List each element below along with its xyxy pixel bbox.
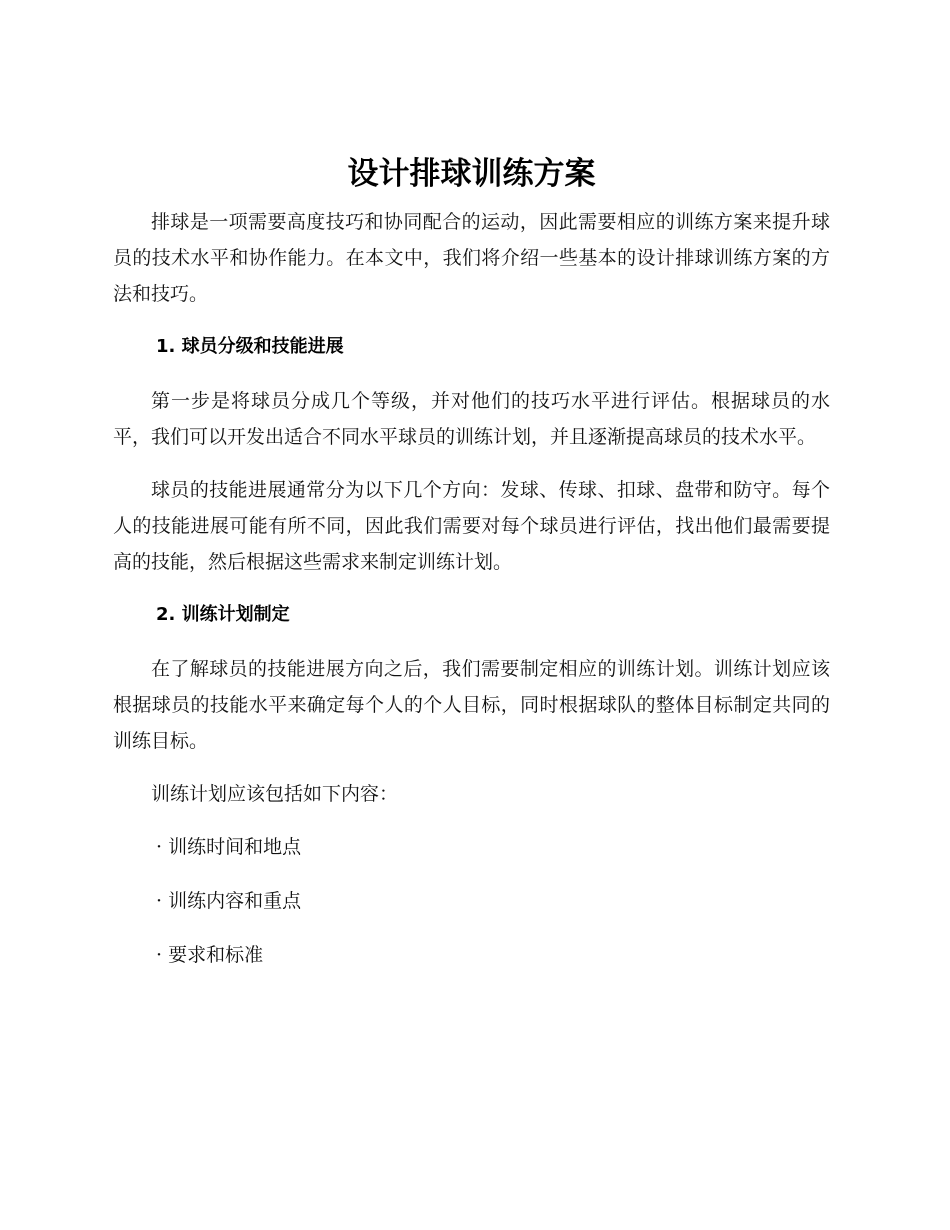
list-item: · 训练时间和地点 [156,836,302,858]
intro-paragraph: 排球是一项需要高度技巧和协同配合的运动，因此需要相应的训练方案来提升球员的技术水平和协作能力。在本文中，我们将介绍一些基本的设计排球训练方案的方法和技巧。 [113,211,830,305]
list-item: · 训练内容和重点 [156,890,302,912]
list-item: · 要求和标准 [156,944,264,966]
section-2-paragraph-1: 在了解球员的技能进展方向之后，我们需要制定相应的训练计划。训练计划应该根据球员的技能水平来确定每个人的个人目标，同时根据球队的整体目标制定共同的训练目标。 [113,658,830,752]
section-heading-player-grading: 1. 球员分级和技能进展 [156,336,344,357]
section-1-paragraph-2: 球员的技能进展通常分为以下几个方向：发球、传球、扣球、盘带和防守。每个人的技能进展可能有所不同，因此我们需要对每个球员进行评估，找出他们最需要提高的技能，然后根据这些需求来制定训练计划。 [113,479,830,573]
section-1-paragraph-1: 第一步是将球员分成几个等级，并对他们的技巧水平进行评估。根据球员的水平，我们可以开发出适合不同水平球员的训练计划，并且逐渐提高球员的技术水平。 [113,390,830,448]
section-heading-training-plan: 2. 训练计划制定 [156,604,290,625]
document-title: 设计排球训练方案 [347,156,596,192]
section-2-paragraph-2: 训练计划应该包括如下内容： [151,783,399,805]
